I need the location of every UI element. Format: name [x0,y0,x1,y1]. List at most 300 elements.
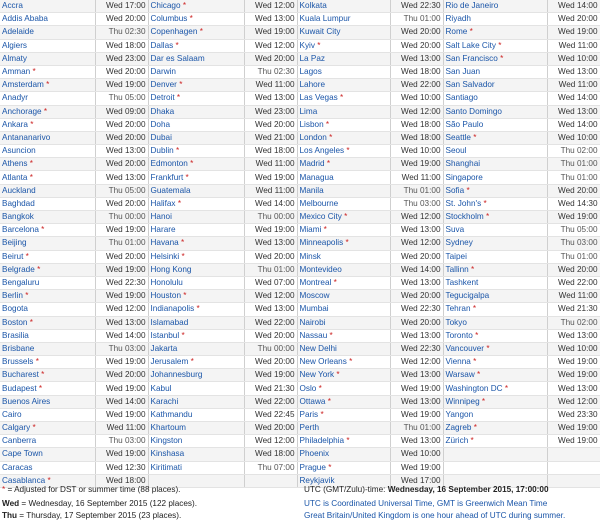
local-time: Wed 23:00 [244,105,297,118]
city-link[interactable] [148,52,244,65]
city-link[interactable] [148,224,244,237]
city-link[interactable] [0,369,95,382]
city-link[interactable] [0,250,95,263]
city-link[interactable] [148,448,244,461]
table-row [0,118,600,131]
local-time: Wed 20:00 [390,250,443,263]
city-name: Bangkok [2,212,34,222]
city-link[interactable] [148,395,244,408]
city-name: Adelaide [2,27,34,37]
city-name: Santiago [445,93,478,103]
city-link[interactable] [0,171,95,184]
city-name: Stockholm [445,212,484,222]
city-link[interactable] [0,224,95,237]
dst-marker: * [345,238,349,248]
table-row [0,197,600,210]
table-row [0,52,600,65]
local-time: Thu 02:00 [547,316,600,329]
local-time: Wed 13:00 [244,13,297,26]
city-link[interactable] [0,422,95,435]
table-row [0,435,600,448]
city-name: São Paulo [445,119,484,129]
utc-time: UTC (GMT/Zulu)-time: Wednesday, 16 September 2015, 17:00:00 [304,485,549,494]
city-name: Beijing [2,238,27,248]
local-time: Wed 19:00 [547,26,600,39]
city-link[interactable] [443,118,547,131]
city-name: Miami [299,225,322,235]
local-time: Wed 18:00 [390,131,443,144]
city-link[interactable] [443,105,547,118]
local-time: Wed 13:00 [390,329,443,342]
city-link[interactable] [297,79,390,92]
city-link[interactable] [0,158,95,171]
local-time: Wed 13:00 [547,65,600,78]
local-time: Wed 17:00 [95,0,148,13]
table-row [0,342,600,355]
dst-marker: * [176,93,181,103]
local-time: Thu 03:00 [390,197,443,210]
local-time: Thu 00:00 [95,211,148,224]
city-link[interactable] [297,263,390,276]
city-name: Bucharest [2,370,39,380]
local-time: Wed 13:00 [244,92,297,105]
local-time: Thu 02:30 [95,26,148,39]
city-link[interactable] [0,184,95,197]
city-name: Amman [2,67,31,77]
city-link[interactable] [0,408,95,421]
local-time: Wed 20:00 [390,26,443,39]
table-row [0,0,600,13]
local-time: Wed 13:00 [244,303,297,316]
city-link[interactable] [297,422,390,435]
city-link[interactable] [443,435,547,448]
city-link[interactable] [148,342,244,355]
city-link[interactable] [297,105,390,118]
local-time: Wed 22:30 [390,0,443,13]
city-link[interactable] [443,211,547,224]
dst-marker: * [190,357,194,367]
city-name: Baghdad [2,198,35,208]
local-time: Wed 10:00 [390,92,443,105]
city-link[interactable] [0,237,95,250]
city-link[interactable] [0,92,95,105]
local-time: Wed 20:00 [95,158,148,171]
city-link[interactable] [297,342,390,355]
city-link[interactable] [443,422,547,435]
city-link[interactable] [148,435,244,448]
city-link[interactable] [297,435,390,448]
city-link[interactable] [0,316,95,329]
local-time: Wed 20:00 [390,39,443,52]
city-link[interactable] [148,316,244,329]
uk-summer-time-link[interactable]: Great Britain/United Kingdom is one hour ahead of UTC during summer. [304,511,566,520]
local-time: Wed 13:00 [95,171,148,184]
city-name: Antananarivo [2,132,51,142]
city-name: Lisbon [299,119,324,129]
city-link[interactable] [443,303,547,316]
dst-marker: * [25,291,29,301]
city-link[interactable] [443,131,547,144]
city-link[interactable] [148,131,244,144]
local-time: Wed 11:00 [95,422,148,435]
dst-marker: * [477,370,481,380]
dst-marker: * [181,330,185,340]
local-time: Wed 11:00 [547,79,600,92]
city-link[interactable] [148,105,244,118]
city-link[interactable] [148,184,244,197]
city-link[interactable] [297,369,390,382]
city-link[interactable] [443,342,547,355]
city-link[interactable] [443,276,547,289]
city-name: London [299,132,327,142]
local-time: Wed 19:00 [95,290,148,303]
city-link[interactable] [297,39,390,52]
city-link[interactable] [148,461,244,474]
city-link[interactable] [443,145,547,158]
table-row [0,395,600,408]
city-link[interactable] [443,158,547,171]
city-name: Paris [299,409,319,419]
city-link[interactable] [0,263,95,276]
city-link[interactable] [443,52,547,65]
city-name: Vienna [445,357,471,367]
city-name: Beirut [2,251,24,261]
city-link[interactable] [297,0,390,13]
city-link[interactable] [148,303,244,316]
city-name: Frankfurt [150,172,184,182]
city-link[interactable] [297,131,390,144]
city-link[interactable] [0,290,95,303]
dst-marker: * [175,40,179,50]
city-link[interactable] [148,171,244,184]
city-name: Seoul [445,146,467,156]
city-link[interactable] [443,250,547,263]
city-link[interactable] [0,105,95,118]
city-name: Managua [299,172,334,182]
local-time: Wed 22:45 [244,408,297,421]
city-link[interactable] [443,316,547,329]
local-time: Wed 18:00 [244,448,297,461]
city-link[interactable] [297,316,390,329]
city-name: Kuwait City [299,27,341,37]
local-time: Wed 14:00 [95,395,148,408]
city-link[interactable] [443,171,547,184]
table-row [0,92,600,105]
city-link[interactable] [443,408,547,421]
city-link[interactable] [0,118,95,131]
table-row [0,276,600,289]
city-link[interactable] [443,237,547,250]
city-link[interactable] [297,303,390,316]
city-link[interactable] [0,131,95,144]
dst-marker: * [500,53,504,63]
city-name: Athens [2,159,28,169]
city-name: La Paz [299,53,325,63]
city-link[interactable] [0,13,95,26]
local-time: Wed 20:00 [95,197,148,210]
city-name: Auckland [2,185,36,195]
city-link[interactable] [0,276,95,289]
city-link[interactable] [443,382,547,395]
city-name: Lagos [299,67,322,77]
city-link[interactable] [148,145,244,158]
city-link[interactable] [297,13,390,26]
city-link[interactable] [297,171,390,184]
city-link[interactable] [148,250,244,263]
city-link[interactable] [443,39,547,52]
city-link[interactable] [0,65,95,78]
local-time: Wed 11:00 [244,158,297,171]
city-name: Seattle [445,132,471,142]
dst-marker: * [47,475,51,485]
city-link[interactable] [297,329,390,342]
utc-definition-link[interactable]: UTC is Coordinated Universal Time, GMT is Greenwich Mean Time [304,499,548,508]
local-time: Wed 20:00 [244,356,297,369]
city-link[interactable] [148,408,244,421]
local-time: Thu 03:00 [95,342,148,355]
city-link[interactable] [0,145,95,158]
city-link[interactable] [148,118,244,131]
city-link[interactable] [148,290,244,303]
local-time: Wed 13:00 [390,395,443,408]
city-link[interactable] [0,52,95,65]
city-link[interactable] [148,26,244,39]
city-link[interactable] [0,0,95,13]
city-link[interactable] [297,118,390,131]
city-name: Nassau [299,330,328,340]
table-row [0,263,600,276]
city-link[interactable] [148,92,244,105]
city-link[interactable] [148,237,244,250]
dst-marker: * [43,106,48,116]
table-row [0,237,600,250]
city-name: Prague [299,462,326,472]
city-link[interactable] [148,0,244,13]
city-link[interactable] [443,224,547,237]
city-link[interactable] [297,395,390,408]
city-link[interactable] [443,263,547,276]
city-link[interactable] [297,211,390,224]
local-time: Wed 22:30 [390,342,443,355]
city-link[interactable] [148,158,244,171]
city-link[interactable] [297,52,390,65]
city-link[interactable] [443,329,547,342]
city-link[interactable] [0,382,95,395]
local-time: Wed 12:00 [244,290,297,303]
local-time: Wed 14:00 [244,197,297,210]
city-link[interactable] [0,39,95,52]
local-time: Wed 19:00 [547,435,600,448]
city-name: Indianapolis [150,304,195,314]
city-link[interactable] [0,342,95,355]
city-link[interactable] [297,237,390,250]
city-link[interactable] [297,197,390,210]
city-link[interactable] [297,408,390,421]
city-link[interactable] [0,395,95,408]
local-time: Thu 02:00 [547,145,600,158]
local-time: Wed 21:30 [547,303,600,316]
city-link[interactable] [297,65,390,78]
city-link[interactable] [443,0,547,13]
thursday-note: Thu = Thursday, 17 September 2015 (23 places). [2,511,182,520]
dst-marker: * [46,80,50,90]
local-time: Thu 03:00 [95,435,148,448]
dst-marker: * [30,119,34,129]
local-time: Wed 20:00 [95,369,148,382]
city-link[interactable] [148,276,244,289]
city-link[interactable] [297,356,390,369]
table-row [0,184,600,197]
city-link[interactable] [297,276,390,289]
city-link[interactable] [443,79,547,92]
city-link[interactable] [0,448,95,461]
dst-marker: * [486,343,490,353]
table-row [0,290,600,303]
table-row [0,79,600,92]
city-link[interactable] [297,184,390,197]
city-link[interactable] [148,13,244,26]
dst-marker: * [323,225,327,235]
city-name: Santo Domingo [445,106,502,116]
table-row [0,329,600,342]
local-time: Wed 10:00 [547,131,600,144]
dst-marker: * [473,357,477,367]
local-time: Wed 10:00 [390,145,443,158]
city-link[interactable] [0,26,95,39]
city-name: Minsk [299,251,321,261]
dst-marker: * [504,383,509,393]
city-name: Lahore [299,80,325,90]
dst-marker: * [346,436,350,446]
city-name: Reykjavik [299,475,335,485]
city-link[interactable] [297,145,390,158]
local-time: Wed 19:00 [390,461,443,474]
city-link[interactable] [0,303,95,316]
city-link[interactable] [297,461,390,474]
city-link[interactable] [443,26,547,39]
local-time: Thu 05:00 [547,224,600,237]
city-link[interactable] [297,26,390,39]
city-link[interactable] [443,65,547,78]
footer [0,483,600,525]
city-link[interactable] [0,461,95,474]
local-time: Wed 13:00 [547,105,600,118]
table-row [0,39,600,52]
local-time: Wed 19:00 [95,263,148,276]
table-row [0,171,600,184]
city-link[interactable] [0,79,95,92]
city-link[interactable] [297,250,390,263]
city-link[interactable] [148,369,244,382]
local-time: Wed 14:00 [95,329,148,342]
city-name: San Salvador [445,80,495,90]
city-link[interactable] [148,65,244,78]
city-name: Edmonton [150,159,188,169]
city-name: Chicago [150,1,181,11]
local-time: Thu 05:00 [95,184,148,197]
city-link[interactable] [297,224,390,237]
city-name: Madrid [299,159,325,169]
city-link[interactable] [443,290,547,303]
city-name: Sydney [445,238,473,248]
city-link[interactable] [0,211,95,224]
dst-marker: * [32,67,36,77]
table-row [0,408,600,421]
city-link[interactable] [148,382,244,395]
city-link[interactable] [0,329,95,342]
city-name: Winnipeg [445,396,480,406]
city-link[interactable] [297,382,390,395]
city-link[interactable] [148,329,244,342]
local-time: Wed 13:00 [390,435,443,448]
local-time: Wed 19:00 [390,408,443,421]
city-name: Cape Town [2,449,43,459]
city-name: Detroit [150,93,175,103]
city-link[interactable] [148,211,244,224]
city-name: Warsaw [445,370,475,380]
table-row [0,131,600,144]
city-link[interactable] [443,92,547,105]
city-name: Zagreb [445,423,472,433]
local-time: Wed 21:00 [244,131,297,144]
table-row [0,356,600,369]
table-row [0,145,600,158]
city-link[interactable] [443,395,547,408]
local-time: Wed 19:00 [95,382,148,395]
city-name: San Juan [445,67,481,77]
city-link[interactable] [148,356,244,369]
city-link[interactable] [297,92,390,105]
dst-marker: * [199,27,203,37]
city-link[interactable] [148,79,244,92]
city-link[interactable] [443,13,547,26]
city-name: Yangon [445,409,474,419]
local-time: Thu 01:00 [244,263,297,276]
city-link[interactable] [297,448,390,461]
empty-cell [443,461,547,474]
city-name: Los Angeles [299,146,345,156]
city-link[interactable] [148,422,244,435]
dst-marker: * [498,40,502,50]
city-link[interactable] [297,158,390,171]
city-link[interactable] [0,435,95,448]
city-link[interactable] [148,263,244,276]
city-link[interactable] [443,184,547,197]
dst-marker: * [320,409,324,419]
city-name: Kolkata [299,1,327,11]
city-link[interactable] [443,197,547,210]
local-time: Wed 09:00 [95,105,148,118]
city-link[interactable] [0,197,95,210]
dst-marker: * [475,330,479,340]
city-name: Harare [150,225,176,235]
city-link[interactable] [0,356,95,369]
city-link[interactable] [297,290,390,303]
local-time: Wed 20:00 [244,422,297,435]
table-row [0,105,600,118]
local-time: Wed 20:00 [547,184,600,197]
local-time: Wed 22:00 [547,276,600,289]
city-name: Hong Kong [150,264,192,274]
city-name: Cairo [2,409,22,419]
city-link[interactable] [443,369,547,382]
city-link[interactable] [148,39,244,52]
local-time: Wed 10:00 [390,448,443,461]
city-name: Manila [299,185,324,195]
city-link[interactable] [148,197,244,210]
local-time: Wed 20:00 [244,118,297,131]
city-link[interactable] [443,356,547,369]
